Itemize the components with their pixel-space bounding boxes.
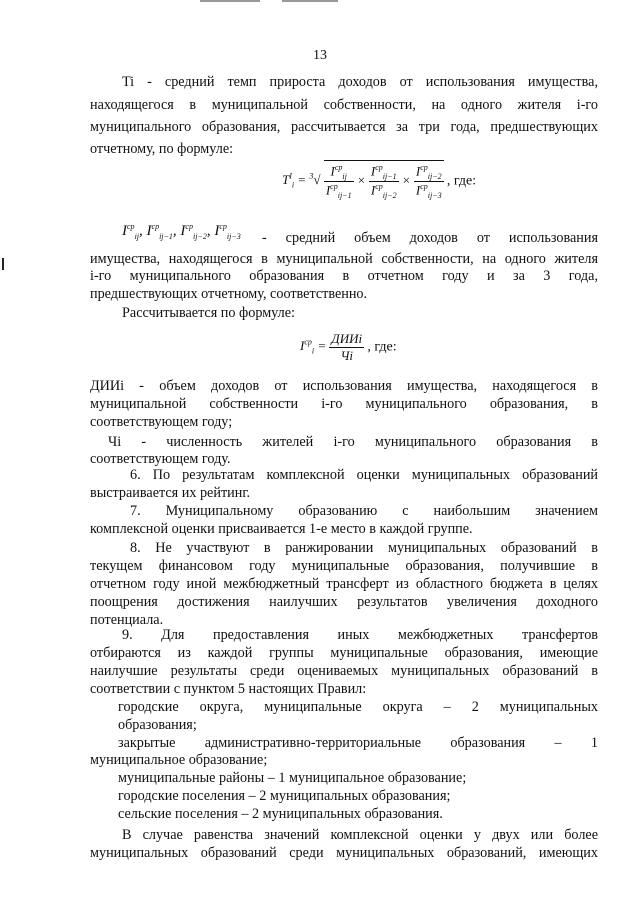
- formula-suffix: , где:: [367, 339, 397, 355]
- scan-mark: [2, 258, 4, 270]
- text-line: образования;: [118, 717, 197, 733]
- text-line: находящегося в муниципальной собственности, на одного жителя i-го: [90, 97, 598, 113]
- text-line: предшествующих отчетному, соответственно.: [90, 286, 368, 302]
- formula-denominator: Чi: [340, 348, 354, 363]
- text-line: имущества, находящегося в муниципальной собственности, на одного жителя: [90, 251, 598, 267]
- text-line: отбираются из каждой группы муниципальные образования, имеющие: [90, 645, 598, 661]
- text-line: ДИИi - объем доходов от использования имущества, находящегося в: [90, 378, 598, 394]
- text-line: потенциала.: [90, 612, 164, 628]
- text-line: сельские поселения – 2 муниципальных образования.: [118, 806, 443, 822]
- text-line: - средний объем доходов от использования: [262, 230, 598, 246]
- text-line: соответствующем году;: [90, 414, 233, 430]
- formula-growth-rate: $T^I_i = ^3√$ $\frac{I^{cp}_{ij}}{I^{cp}_{ij-1}}$ × $\frac{I^{cp}_{ij-1}}{I^{cp}_{ij-2}}$ × $\frac{I^{cp}_{ij-2}}{I^{cp}_{ij-3}}$ , где:: [282, 160, 476, 200]
- text-line: муниципального образования, рассчитывается за три года, предшествующих: [90, 119, 598, 135]
- formula-suffix: , где:: [446, 173, 477, 189]
- text-line: В случае равенства значений комплексной оценки у двух или более: [122, 827, 598, 843]
- text-line: отчетному, по формуле:: [90, 141, 234, 157]
- formula-numerator: ДИИi: [331, 331, 363, 346]
- text-line: Ti - средний темп прироста доходов от использования имущества,: [122, 74, 598, 90]
- text-line: наилучшие результаты среди оцениваемых муниципальных образований в: [90, 663, 598, 679]
- text-line: Чi - численность жителей i-го муниципального образования в: [108, 434, 598, 450]
- text-line: закрытые административно-территориальные образования – 1: [118, 735, 598, 751]
- text-line: муниципальных образований среди муниципальных образований, имеющих: [90, 845, 598, 861]
- page-number: 13: [313, 48, 327, 63]
- text-line: 7. Муниципальному образованию с наибольшим значением: [130, 503, 598, 519]
- text-line: соответствии с пунктом 5 настоящих Правил:: [90, 681, 367, 697]
- text-line: Рассчитывается по формуле:: [122, 305, 295, 321]
- text-line: отчетном году иной межбюджетный трансферт из областного бюджета в целях: [90, 576, 598, 592]
- scan-mark: [282, 0, 338, 2]
- text-line: муниципальной собственности i-го муниципального образования, в: [90, 396, 598, 412]
- scan-mark: [200, 0, 260, 2]
- text-line: муниципальные районы – 1 муниципальное образование;: [118, 770, 467, 786]
- text-line: i-го муниципального образования в отчетном году и за 3 года,: [90, 268, 598, 284]
- text-line: текущем финансовом году муниципальные образования, получившие в: [90, 558, 598, 574]
- text-line: 6. По результатам комплексной оценки муниципальных образований: [130, 467, 598, 483]
- text-line: комплексной оценки присваивается 1-е место в каждой группе.: [90, 521, 473, 537]
- text-line: муниципальное образование;: [90, 752, 268, 768]
- text-line: 9. Для предоставления иных межбюджетных трансфертов: [122, 627, 598, 643]
- text-line: соответствующем году.: [90, 451, 231, 467]
- formula-income-symbols: $I^{cp}_{ij}$, $I^{cp}_{ij-1}$, $I^{cp}_{ij-2}$, $I^{cp}_{ij-3}$: [122, 222, 241, 241]
- text-line: городские поселения – 2 муниципальных образования;: [118, 788, 451, 804]
- text-line: поощрения достижения наилучших результатов увеличения доходного: [90, 594, 598, 610]
- text-line: городские округа, муниципальные округа – 2 муниципальных: [118, 699, 598, 715]
- text-line: 8. Не участвуют в ранжировании муниципальных образований в: [130, 540, 598, 556]
- formula-average-income: $I^{cp}_i$ = $\frac{\text{ДИИi}}{Чi}$ , где:: [300, 331, 397, 363]
- text-line: выстраивается их рейтинг.: [90, 485, 251, 501]
